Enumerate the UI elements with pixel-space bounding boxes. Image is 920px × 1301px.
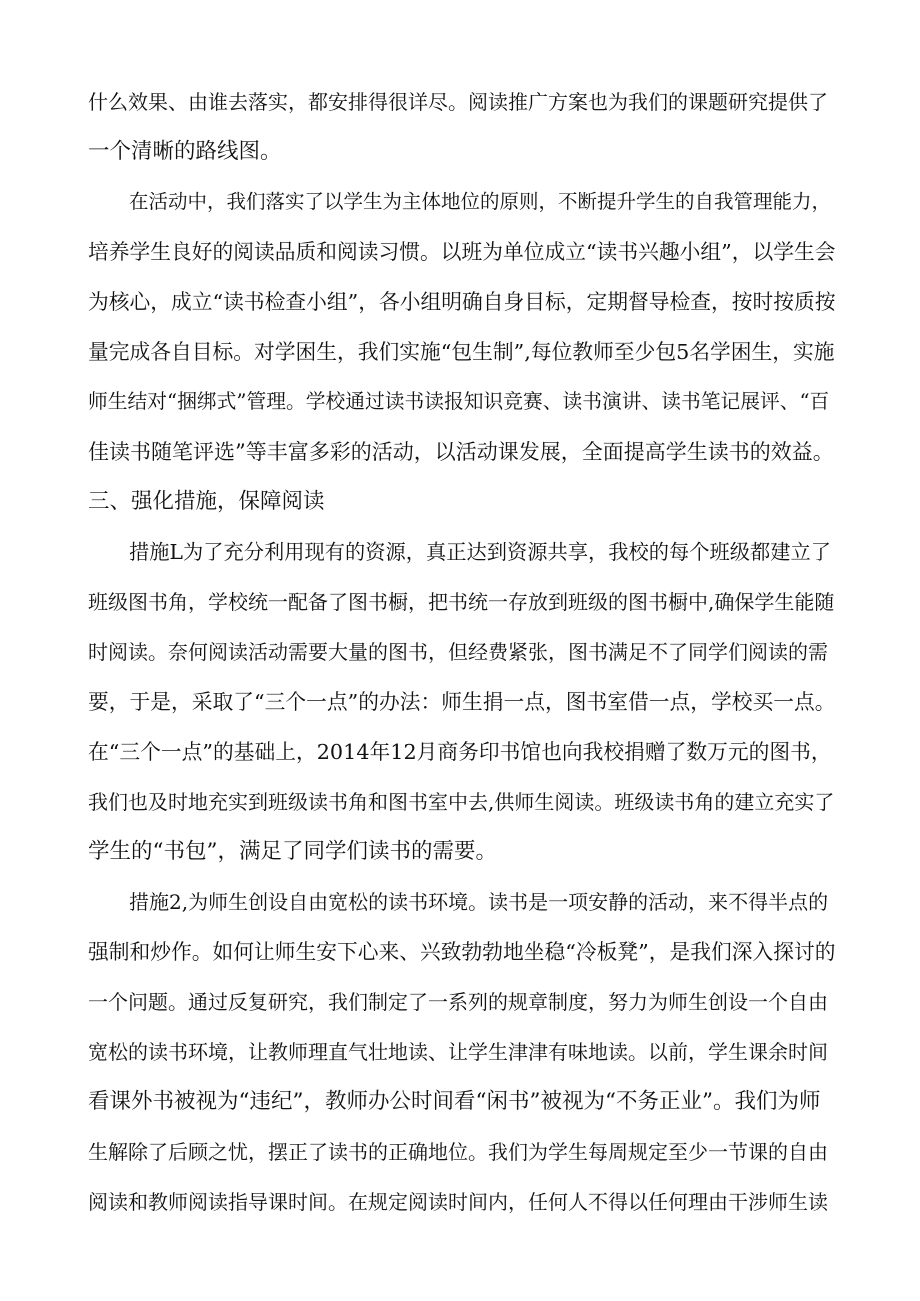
text-line: 生解除了后顾之忧，摆正了读书的正确地位。我们为学生每周规定至少一节课的自由 bbox=[88, 1140, 828, 1164]
paragraph-first-line: 措施L为了充分利用现有的资源，真正达到资源共享，我校的每个班级都建立了 bbox=[129, 540, 831, 564]
section-heading: 三、强化措施，保障阅读 bbox=[88, 489, 325, 514]
text-line: 时阅读。奈何阅读活动需要大量的图书，但经费紧张，图书满足不了同学们阅读的需 bbox=[88, 640, 828, 664]
paragraph-first-line: 措施2,为师生创设自由宽松的读书环境。读书是一项安静的活动，来不得半点的 bbox=[129, 890, 829, 914]
text-line: 强制和炒作。如何让师生安下心来、兴致勃勃地坐稳“冷板凳”，是我们深入探讨的 bbox=[88, 940, 836, 964]
text-line: 一个清晰的路线图。 bbox=[88, 139, 282, 164]
text-line: 量完成各自目标。对学困生，我们实施“包生制”,每位教师至少包5名学困生，实施 bbox=[88, 340, 835, 364]
text-line: 佳读书随笔评选”等丰富多彩的活动，以活动课发展，全面提高学生读书的效益。 bbox=[88, 440, 834, 464]
text-line: 看课外书被视为“违纪”，教师办公时间看“闲书”被视为“不务正业”。我们为师 bbox=[88, 1089, 821, 1114]
text-line: 要，于是，采取了“三个一点”的办法：师生捐一点，图书室借一点，学校买一点。 bbox=[88, 690, 836, 714]
text-line: 宽松的读书环境，让教师理直气壮地读、让学生津津有味地读。以前，学生课余时间 bbox=[88, 1040, 828, 1064]
paragraph-first-line: 在活动中，我们落实了以学生为主体地位的原则，不断提升学生的自我管理能力， bbox=[129, 190, 832, 213]
text-line: 一个问题。通过反复研究，我们制定了一系列的规章制度，努力为师生创设一个自由 bbox=[88, 990, 828, 1014]
text-line: 什么效果、由谁去落实，都安排得很详尽。阅读推广方案也为我们的课题研究提供了 bbox=[88, 90, 828, 114]
text-line: 在“三个一点”的基础上，2014年12月商务印书馆也向我校捐赠了数万元的图书， bbox=[88, 740, 832, 764]
text-line: 班级图书角，学校统一配备了图书橱，把书统一存放到班级的图书橱中,确保学生能随 bbox=[88, 590, 835, 614]
text-line: 学生的“书包”，满足了同学们读书的需要。 bbox=[88, 839, 497, 864]
text-line: 为核心，成立“读书检查小组”，各小组明确自身目标，定期督导检查，按时按质按 bbox=[88, 290, 836, 314]
text-line: 我们也及时地充实到班级读书角和图书室中去,供师生阅读。班级读书角的建立充实了 bbox=[88, 790, 835, 814]
text-line: 师生结对“捆绑式”管理。学校通过读书读报知识竞赛、读书演讲、读书笔记展评、“百 bbox=[88, 390, 830, 413]
text-line: 培养学生良好的阅读品质和阅读习惯。以班为单位成立“读书兴趣小组”，以学生会 bbox=[88, 240, 836, 264]
text-line: 阅读和教师阅读指导课时间。在规定阅读时间内，任何人不得以任何理由干涉师生读 bbox=[88, 1190, 828, 1214]
